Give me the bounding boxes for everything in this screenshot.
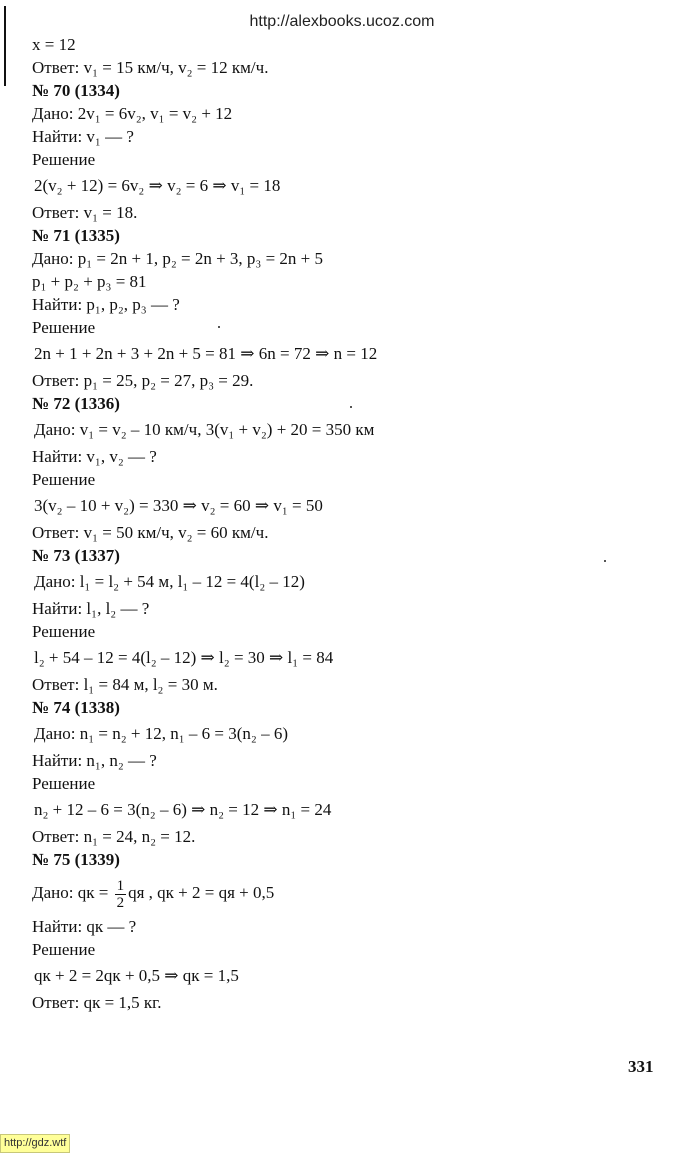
fraction-numerator: 1	[116, 877, 125, 894]
problem-heading: № 72 (1336)	[32, 394, 120, 413]
solution-formula: 3(v₂ – 10 + v₂) = 330 ⇒ v₂ = 60 ⇒ v₁ = 50	[34, 496, 323, 515]
find-line: Найти: p₁, p₂, p₃ — ?	[32, 295, 180, 314]
answer-line: Ответ: n₁ = 24, n₂ = 12.	[32, 827, 196, 846]
given-line: Дано: 2v₁ = 6v₂, v₁ = v₂ + 12	[32, 104, 233, 123]
solution-formula: 2n + 1 + 2n + 3 + 2n + 5 = 81 ⇒ 6n = 72 ⇒ n = 12	[34, 344, 378, 363]
answer-line: Ответ: qк = 1,5 кг.	[32, 993, 162, 1012]
scan-speck	[350, 406, 352, 408]
page-number: 331	[628, 1057, 654, 1076]
solution-label: Решение	[32, 150, 96, 169]
answer-line: Ответ: v₁ = 15 км/ч, v₂ = 12 км/ч.	[32, 58, 269, 77]
solution-formula: 2(v₂ + 12) = 6v₂ ⇒ v₂ = 6 ⇒ v₁ = 18	[34, 176, 281, 195]
given-line: p₁ + p₂ + p₃ = 81	[32, 272, 147, 291]
header-url: http://alexbooks.ucoz.com	[249, 13, 435, 30]
given-suffix: qя , qк + 2 = qя + 0,5	[128, 883, 275, 902]
fraction-denominator: 2	[116, 894, 125, 911]
find-line: Найти: qк — ?	[32, 917, 137, 936]
answer-line: Ответ: v₁ = 50 км/ч, v₂ = 60 км/ч.	[32, 523, 269, 542]
problem-heading: № 70 (1334)	[32, 81, 120, 100]
answer-line: Ответ: v₁ = 18.	[32, 203, 138, 222]
solution-formula: l₂ + 54 – 12 = 4(l₂ – 12) ⇒ l₂ = 30 ⇒ l₁ = 84	[34, 648, 334, 667]
problem-heading: № 74 (1338)	[32, 698, 120, 717]
scan-speck	[604, 560, 606, 562]
answer-line: Ответ: p₁ = 25, p₂ = 27, p₃ = 29.	[32, 371, 254, 390]
find-line: Найти: l₁, l₂ — ?	[32, 599, 150, 618]
text-line: x = 12	[32, 35, 76, 54]
solution-label: Решение	[32, 774, 96, 793]
given-prefix: Дано: qк =	[32, 883, 113, 902]
problem-heading: № 73 (1337)	[32, 546, 120, 565]
given-line: Дано: p₁ = 2n + 1, p₂ = 2n + 3, p₃ = 2n + 5	[32, 249, 324, 268]
answer-line: Ответ: l₁ = 84 м, l₂ = 30 м.	[32, 675, 218, 694]
given-line: Дано: n₁ = n₂ + 12, n₁ – 6 = 3(n₂ – 6)	[34, 724, 289, 743]
solution-label: Решение	[32, 940, 96, 959]
scan-speck	[218, 326, 220, 328]
find-line: Найти: v₁, v₂ — ?	[32, 447, 157, 466]
problem-heading: № 75 (1339)	[32, 850, 120, 869]
fraction	[115, 878, 127, 911]
given-line: Дано: v₁ = v₂ – 10 км/ч, 3(v₁ + v₂) + 20 = 350 км	[34, 420, 375, 439]
given-line-fraction	[32, 871, 662, 915]
find-line: Найти: v₁ — ?	[32, 127, 134, 146]
footer-link[interactable]: http://gdz.wtf	[0, 1134, 70, 1153]
given-line: Дано: l₁ = l₂ + 54 м, l₁ – 12 = 4(l₂ – 12)	[34, 572, 305, 591]
solution-label: Решение	[32, 470, 96, 489]
solution-formula: n₂ + 12 – 6 = 3(n₂ – 6) ⇒ n₂ = 12 ⇒ n₁ = 24	[34, 800, 332, 819]
solution-formula: qк + 2 = 2qк + 0,5 ⇒ qк = 1,5	[34, 966, 239, 985]
page-content	[32, 33, 662, 1014]
margin-line	[4, 6, 6, 86]
find-line: Найти: n₁, n₂ — ?	[32, 751, 157, 770]
problem-heading: № 71 (1335)	[32, 226, 120, 245]
solution-label: Решение	[32, 318, 96, 337]
solution-label: Решение	[32, 622, 96, 641]
